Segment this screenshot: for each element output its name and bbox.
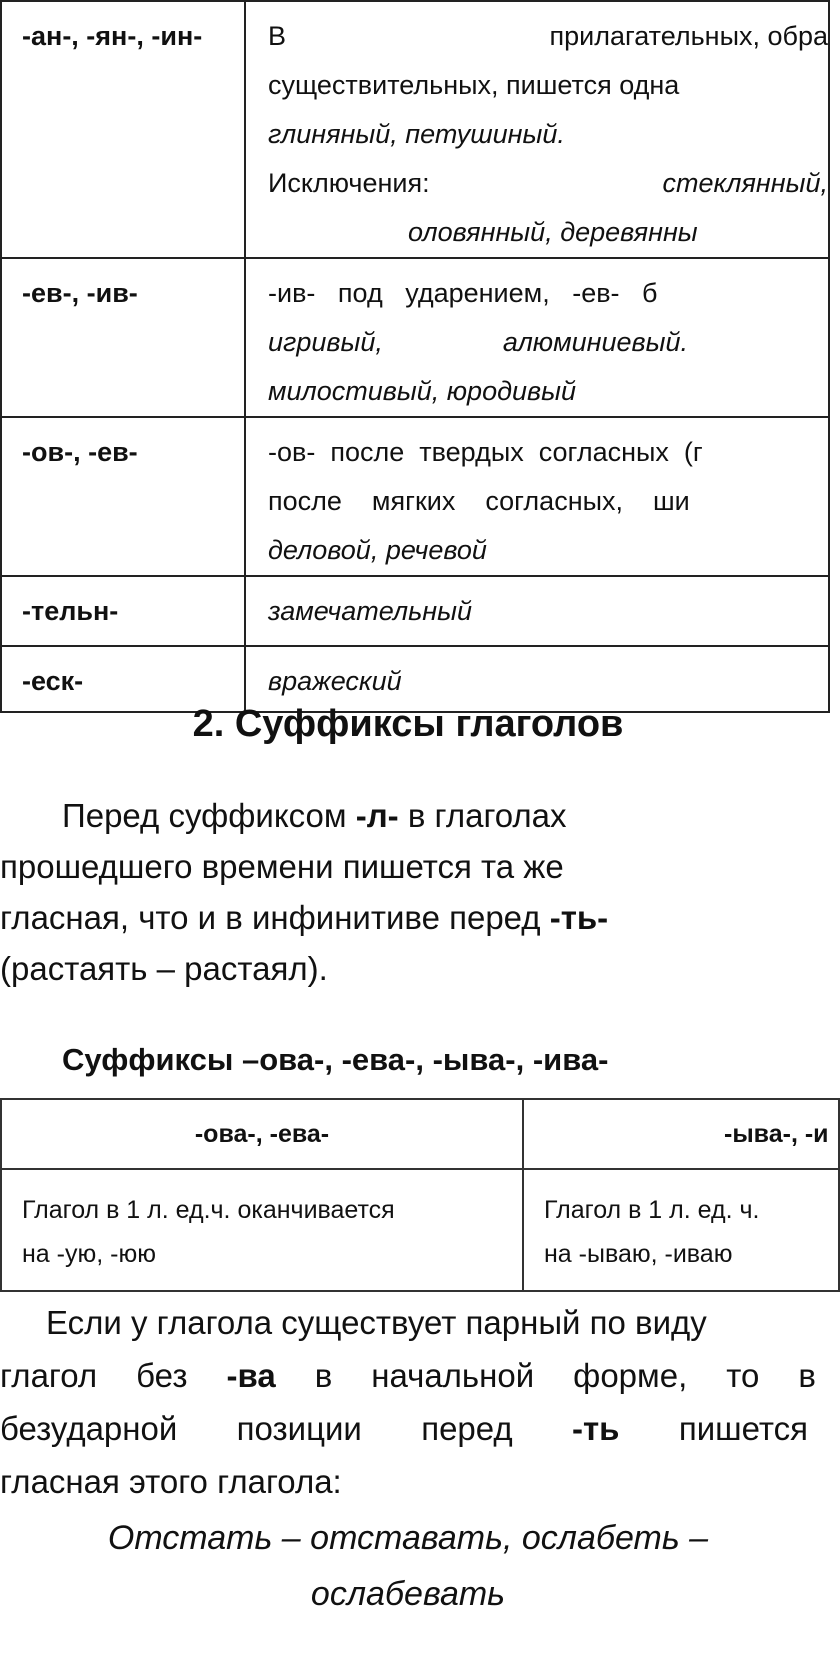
suffix-table-verbs bbox=[0, 1098, 840, 1292]
cell-line: на -ую, -юю bbox=[22, 1240, 156, 1268]
suffix-highlight: -ть bbox=[572, 1410, 620, 1447]
desc-line bbox=[268, 12, 828, 61]
paragraph-line bbox=[0, 892, 816, 943]
description-cell bbox=[245, 258, 829, 417]
paragraph-line: (растаять – растаял). bbox=[0, 950, 328, 987]
subheading: Суффиксы –ова-, -ева-, -ыва-, -ива- bbox=[62, 1042, 609, 1077]
suffix-cell: -тельн- bbox=[1, 576, 245, 646]
desc-text: прилагательных, обра bbox=[549, 21, 828, 51]
paragraph-line: Если у глагола существует парный по виду bbox=[46, 1304, 707, 1341]
cell-line: на -ываю, -иваю bbox=[544, 1240, 733, 1268]
column-header: -ова-, -ева- bbox=[1, 1099, 523, 1169]
table-row bbox=[1, 1, 829, 258]
desc-line bbox=[268, 318, 688, 367]
suffix-highlight: -ть- bbox=[549, 899, 609, 936]
example-text: игривый, bbox=[268, 327, 383, 357]
suffix-table-adjectives bbox=[0, 0, 830, 713]
table-cell bbox=[1, 1169, 523, 1291]
paragraph-line: гласная этого глагола: bbox=[0, 1463, 342, 1500]
section-heading: 2. Суффиксы глаголов bbox=[192, 703, 624, 745]
word: форме, bbox=[573, 1357, 688, 1394]
desc-line: существительных, пишется одна bbox=[268, 70, 680, 100]
example-text: стеклянный, bbox=[662, 168, 828, 198]
table-row bbox=[1, 576, 829, 646]
desc-text: В bbox=[268, 21, 287, 51]
paragraph-line bbox=[0, 1402, 808, 1455]
suffix-cell: -ов-, -ев- bbox=[1, 417, 245, 576]
suffix-cell: -ан-, -ян-, -ин- bbox=[1, 1, 245, 258]
rule-paragraph bbox=[0, 1296, 816, 1508]
description-cell bbox=[245, 417, 829, 576]
cell-line: Глагол в 1 л. ед.ч. оканчивается bbox=[22, 1196, 395, 1224]
text: гласная, что и в инфинитиве перед bbox=[0, 899, 550, 936]
word: глагол bbox=[0, 1357, 98, 1394]
word: перед bbox=[421, 1410, 513, 1447]
word: пишется bbox=[678, 1410, 808, 1447]
cell-line: Глагол в 1 л. ед. ч. bbox=[544, 1196, 760, 1224]
description-cell bbox=[245, 576, 829, 646]
example-line: ослабевать bbox=[310, 1575, 506, 1613]
word: без bbox=[136, 1357, 188, 1394]
desc-line: -ов- после твердых согласных (г bbox=[268, 437, 703, 467]
word: в bbox=[314, 1357, 333, 1394]
word: позиции bbox=[236, 1410, 362, 1447]
word: в bbox=[798, 1357, 816, 1394]
example-text: замечательный bbox=[268, 596, 473, 626]
example-text: вражеский bbox=[268, 666, 402, 696]
desc-line: -ив- под ударением, -ев- б bbox=[268, 278, 658, 308]
suffix-highlight: -л- bbox=[355, 797, 399, 834]
word: безударной bbox=[0, 1410, 178, 1447]
paragraph-line bbox=[0, 1349, 816, 1402]
example-text: деловой, речевой bbox=[268, 535, 487, 565]
desc-text: Исключения: bbox=[268, 168, 430, 198]
table-row bbox=[1, 417, 829, 576]
table-row bbox=[1, 258, 829, 417]
paragraph-line bbox=[0, 790, 816, 841]
suffix-cell: -ев-, -ив- bbox=[1, 258, 245, 417]
text: в глаголах bbox=[398, 797, 567, 834]
suffix-cell: -еск- bbox=[1, 646, 245, 712]
word: то bbox=[726, 1357, 760, 1394]
example-text: оловянный, деревянны bbox=[408, 217, 698, 247]
example-line: Отстать – отставать, ослабеть – bbox=[107, 1519, 709, 1557]
description-cell bbox=[245, 1, 829, 258]
example-text: милостивый, юродивый bbox=[268, 376, 577, 406]
table-cell bbox=[523, 1169, 839, 1291]
desc-line bbox=[268, 159, 828, 208]
suffix-highlight: -ва bbox=[226, 1357, 276, 1394]
paragraph-line: прошедшего времени пишется та же bbox=[0, 848, 564, 885]
table-row bbox=[1, 1169, 839, 1291]
example-text: глиняный, петушиный. bbox=[268, 119, 565, 149]
example-text: алюминиевый. bbox=[502, 327, 688, 357]
desc-line: после мягких согласных, ши bbox=[268, 486, 690, 516]
column-header: -ыва-, -и bbox=[523, 1099, 839, 1169]
rule-paragraph bbox=[0, 790, 816, 994]
text: Перед суффиксом bbox=[62, 797, 356, 834]
word: начальной bbox=[371, 1357, 535, 1394]
table-header-row bbox=[1, 1099, 839, 1169]
